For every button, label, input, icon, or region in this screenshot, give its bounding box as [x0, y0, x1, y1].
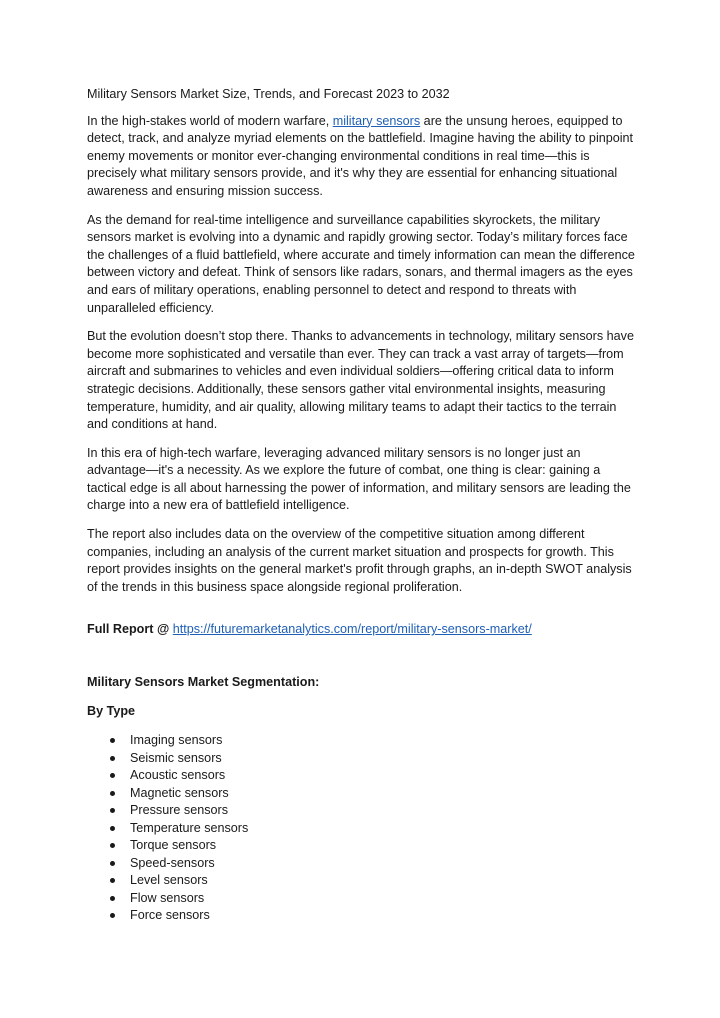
bullet-icon: [110, 896, 115, 901]
list-item: [87, 890, 639, 908]
type-list: [87, 732, 639, 925]
paragraph-intro-text-1: In the high-stakes world of modern warfare,: [87, 113, 333, 128]
full-report-label: Full Report @: [87, 622, 173, 637]
document-title: Military Sensors Market Size, Trends, and Forecast 2023 to 2032: [87, 87, 450, 101]
list-item-label: Flow sensors: [130, 890, 205, 905]
bullet-icon: [110, 826, 115, 831]
list-item-label: Acoustic sensors: [130, 768, 226, 783]
paragraph-demand: As the demand for real-time intelligence and surveillance capabilities skyrockets, the military sensors market is evolving into a dynamic and rapidly growing sector. Today’s military forces face the challenges of a fluid battlefield, where accurate and timely information can mean the difference between victory and defeat. Think of sensors like radars, sonars, and thermal imagers as the eyes and ears of military operations, enabling personnel to detect and respond to threats with unparalleled efficiency.: [87, 212, 635, 315]
list-item: [87, 750, 639, 768]
list-item-label: Pressure sensors: [130, 803, 228, 818]
list-item-label: Magnetic sensors: [130, 785, 229, 800]
list-item: [87, 785, 639, 803]
bullet-icon: [110, 878, 115, 883]
paragraph-intro: [87, 113, 639, 201]
paragraph-report: The report also includes data on the overview of the competitive situation among different companies, including an analysis of the current market situation and prospects for growth. This report provides insights on the general market's profit through graphs, an in-depth SWOT analysis of the trends in this business space alongside regional proliferation.: [87, 527, 632, 594]
bullet-icon: [110, 808, 115, 813]
bullet-icon: [110, 861, 115, 866]
list-item-label: Temperature sensors: [130, 820, 249, 835]
list-item: [87, 802, 639, 820]
bullet-icon: [110, 773, 115, 778]
bullet-icon: [110, 756, 115, 761]
by-type-title: By Type: [87, 703, 136, 718]
list-item-label: Level sensors: [130, 873, 208, 888]
bullet-icon: [110, 913, 115, 918]
document-page: [87, 86, 639, 925]
list-item-label: Seismic sensors: [130, 750, 222, 765]
paragraph-intro-text-2: are the unsung heroes, equipped to detect, track, and analyze myriad elements on the battlefield. Imagine having the ability to pinpoint enemy movements or monitor ever-changing environmental conditions in real time—this is precisely what military sensors provide, and it's why they are essential for enhancing situational awareness and ensuring mission success.: [87, 113, 634, 198]
segmentation-title: Military Sensors Market Segmentation:: [87, 675, 320, 690]
list-item-label: Speed-sensors: [130, 855, 215, 870]
list-item: [87, 767, 639, 785]
list-item: [87, 820, 639, 838]
bullet-icon: [110, 843, 115, 848]
list-item-label: Imaging sensors: [130, 733, 223, 748]
list-item: [87, 872, 639, 890]
full-report-link[interactable]: https://futuremarketanalytics.com/report/military-sensors-market/: [172, 622, 532, 637]
list-item-label: Torque sensors: [130, 838, 217, 853]
list-item: [87, 732, 639, 750]
list-item-label: Force sensors: [130, 908, 210, 923]
list-item: [87, 907, 639, 925]
paragraph-era: In this era of high-tech warfare, leveraging advanced military sensors is no longer just an advantage—it's a necessity. As we explore the future of combat, one thing is clear: gaining a tactical edge is all about harnessing the power of information, and military sensors are leading the charge into a new era of battlefield intelligence.: [87, 445, 631, 513]
list-item: [87, 837, 639, 855]
paragraph-evolution: But the evolution doesn’t stop there. Thanks to advancements in technology, military sensors have become more sophisticated and versatile than ever. They can track a vast array of targets—from aircraft and submarines to vehicles and even individual soldiers—offering critical data to inform strategic decisions. Additionally, these sensors gather vital environmental insights, measuring temperature, humidity, and air quality, allowing military teams to adapt their tactics to the terrain and conditions at hand.: [87, 329, 634, 432]
list-item: [87, 855, 639, 873]
military-sensors-link[interactable]: military sensors: [332, 113, 421, 128]
bullet-icon: [110, 791, 115, 796]
bullet-icon: [110, 738, 115, 743]
full-report-line: [87, 621, 639, 639]
